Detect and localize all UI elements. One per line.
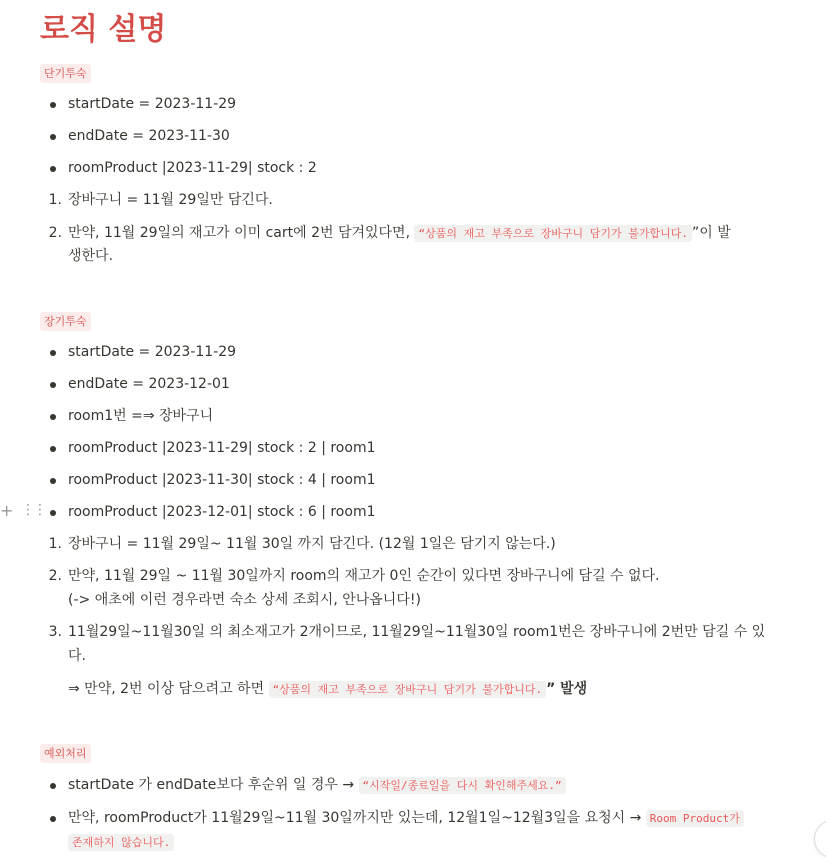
- inline-code: “상품의 재고 부족으로 장바구니 담기가 불가합니다.: [269, 681, 547, 698]
- tag-short-stay: 단기투숙: [40, 64, 91, 83]
- drag-handle-icon[interactable]: ⋮⋮: [21, 502, 45, 518]
- bullet-dot-icon: [50, 166, 56, 172]
- block-handles: [0, 501, 45, 522]
- page-title: 로직 설명: [40, 12, 167, 47]
- bullet-dot-icon: [50, 414, 56, 420]
- inline-code: “상품의 재고 부족으로 장바구니 담기가 불가합니다.: [414, 225, 692, 242]
- bullet-dot-icon: [50, 382, 56, 388]
- bullet-dot-icon: [50, 816, 56, 822]
- bullet-dot-icon: [50, 350, 56, 356]
- bullet-dot-icon: [50, 510, 56, 516]
- tag-long-stay: 장기투숙: [40, 312, 91, 331]
- bullet-dot-icon: [50, 478, 56, 484]
- bullet-dot-icon: [50, 102, 56, 108]
- inline-code: “시작일/종료일을 다시 확인해주세요.”: [359, 777, 566, 794]
- tag-exception: 예외처리: [40, 744, 91, 763]
- inline-code: 존재하지 않습니다.: [68, 834, 174, 851]
- plus-icon[interactable]: +: [0, 501, 14, 520]
- bullet-dot-icon: [50, 783, 56, 789]
- bullet-dot-icon: [50, 134, 56, 140]
- inline-code: Room Product가: [646, 810, 744, 827]
- help-button[interactable]: [814, 820, 826, 858]
- bullet-dot-icon: [50, 446, 56, 452]
